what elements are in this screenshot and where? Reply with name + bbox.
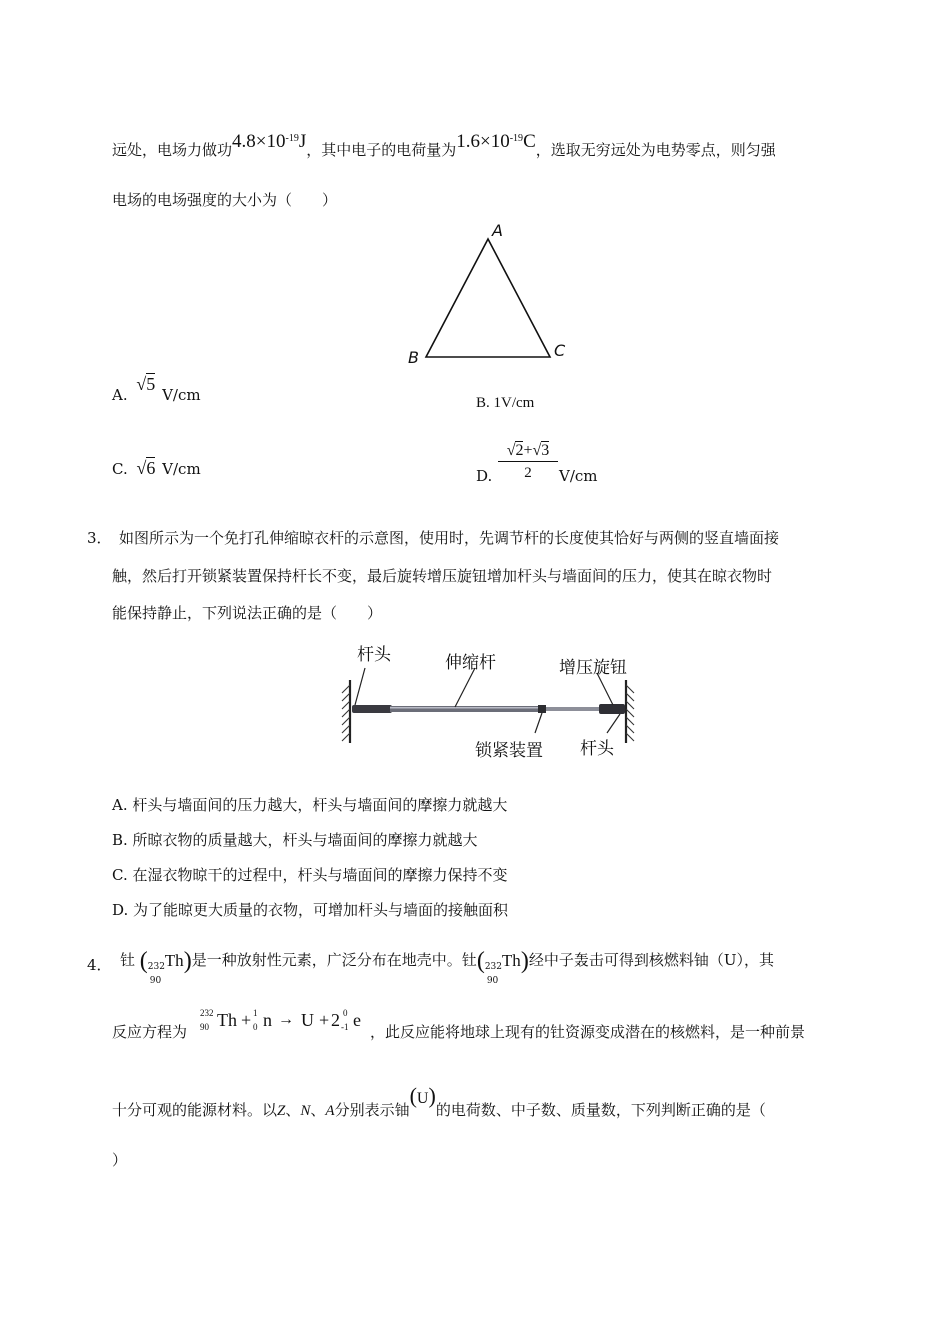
rod-head-left (352, 705, 392, 713)
uranium-symbol: (U) (409, 1083, 436, 1108)
q2-option-b[interactable]: B. 1V/cm (476, 395, 535, 411)
q2-option-d-fraction (498, 442, 558, 482)
charge-value: $1.6\times 10^{-19}C$ (456, 131, 536, 152)
q3-option-d[interactable]: D. 为了能晾更大质量的衣物，可增加杆头与墙面的接触面积 (112, 901, 509, 919)
lock-device (538, 705, 546, 713)
q2-option-d-label[interactable]: D. (476, 467, 493, 485)
q3-option-a[interactable]: A. 杆头与墙面间的压力越大，杆头与墙面间的摩擦力就越大 (112, 796, 508, 814)
thorium-nuclide: 232 90 Th (147, 951, 184, 986)
q3-line-2: 触，然后打开锁紧装置保持杆长不变，最后旋转增压旋钮增加杆头与墙面间的压力，使其在晾衣物时 (112, 567, 773, 585)
fraction-denominator: 2 (524, 465, 532, 481)
q3-line-3: 能保持静止，下列说法正确的是（ ） (112, 604, 383, 622)
thorium-nuclide-2: 232 90 Th (484, 951, 521, 986)
q2-text-1a: 远处，电场力做功 (112, 141, 233, 159)
q2-line-2: 电场的电场强度的大小为（ ） (112, 191, 338, 209)
vertex-a-label: A (492, 221, 503, 240)
q4-line-2a: 反应方程为 (112, 1023, 188, 1041)
q2-text-1c: ，选取无穷远处为电势零点，则匀强 (535, 141, 776, 159)
clothes-rod-figure (335, 635, 645, 765)
rod-inner-tube (546, 707, 601, 711)
q4-line-2b: ，此反应能将地球上现有的钍资源变成潜在的核燃料，是一种前景 (370, 1023, 806, 1041)
sqrt-5: √5 (136, 374, 156, 394)
q2-option-c[interactable]: C. √6 V/cm (112, 458, 201, 478)
q4-line-4: ） (112, 1151, 128, 1169)
q3-line-1: 如图所示为一个免打孔伸缩晾衣杆的示意图，使用时，先调节杆的长度使其恰好与两侧的竖直墙面接 (119, 529, 780, 547)
q3-option-b[interactable]: B. 所晾衣物的质量越大，杆头与墙面间的摩擦力就越大 (112, 831, 478, 849)
pressure-knob (599, 704, 625, 714)
rod-outer-tube (390, 706, 540, 712)
q3-option-c[interactable]: C. 在湿衣物晾干的过程中，杆头与墙面间的摩擦力保持不变 (112, 866, 508, 884)
label-rod: 伸缩杆 (445, 653, 496, 673)
triangle-figure (400, 215, 580, 375)
q3-number: 3． (87, 529, 112, 547)
label-head-left: 杆头 (357, 645, 391, 665)
q4-number: 4． (87, 956, 112, 974)
label-lock: 锁紧装置 (475, 741, 543, 761)
right-wall-hatch (626, 685, 634, 741)
label-knob: 增压旋钮 (559, 658, 627, 678)
q2-text-1b: ，其中电子的电荷量为 (306, 141, 457, 159)
q4-line-3: 十分可观的能源材料。以Z、N、A分别表示铀(U)的电荷数、中子数、质量数，下列判断正确的是（ (112, 1083, 766, 1119)
sqrt-6: √6 (136, 458, 156, 478)
q2-option-a[interactable]: A. √5 V/cm (112, 374, 201, 404)
q2-option-d-unit: V/cm (559, 467, 598, 485)
work-value: $4.8\times 10^{-19}J$ (232, 131, 307, 152)
vertex-c-label: C (554, 341, 566, 360)
label-head-right: 杆头 (580, 739, 614, 759)
reaction-equation: 232 90 Th + 1 0 n → U + 2 0 -1 e (200, 1008, 361, 1032)
vertex-b-label: B (408, 348, 419, 367)
triangle-abc (426, 239, 550, 357)
q2-line-1 (112, 131, 776, 160)
left-wall-hatch (342, 685, 350, 741)
q4-line-1: 钍 ( 232 90 Th )是一种放射性元素，广泛分布在地壳中。钍( 232 90 Th )经中子轰击可得到核燃料铀（U），其 (120, 948, 774, 986)
fraction-numerator: √2+√3 (498, 442, 558, 462)
